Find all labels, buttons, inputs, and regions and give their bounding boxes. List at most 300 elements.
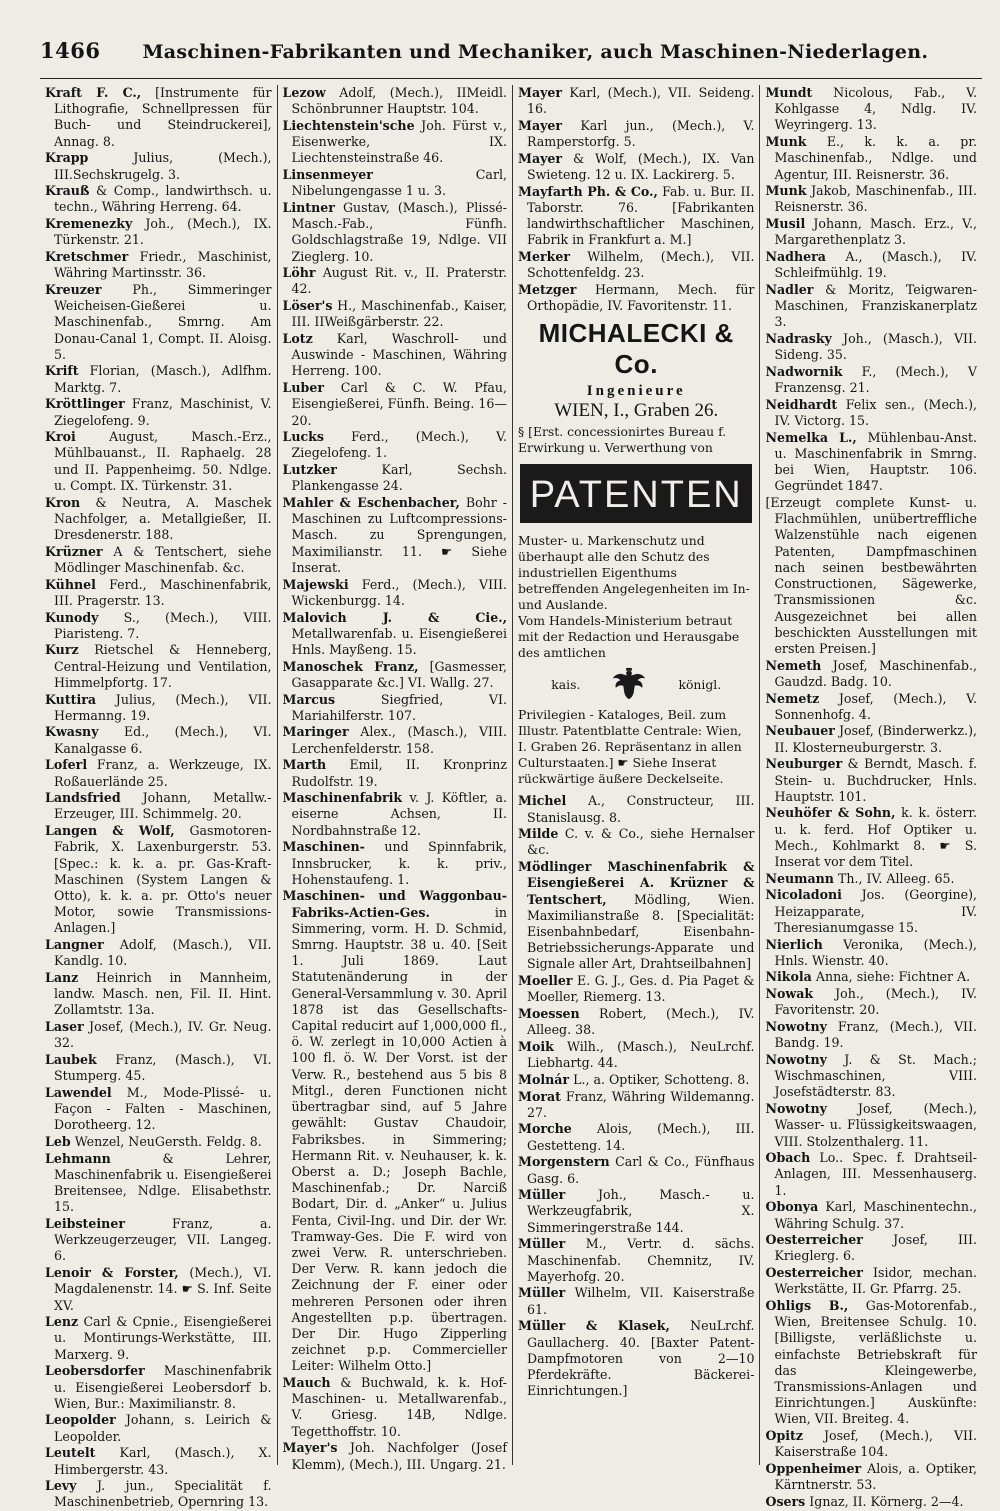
entry-name: Moik (518, 1038, 554, 1054)
entry-name: Nowotny (765, 1019, 827, 1035)
entry-details: Carl & C. W. Pfau, Eisengießerei, Fünfh. Being. 16—20. (291, 380, 507, 428)
directory-entry (518, 1318, 754, 1399)
entry-details: Wenzel, NeuGersth. Feldg. 8. (74, 1134, 262, 1149)
entry-details: [Instrumente für Lithografie, Schnellpressen für Buch- und Steindruckerei], Annag. 8. (54, 85, 272, 149)
directory-entry (765, 134, 977, 183)
entry-name: Kröttlinger (45, 396, 125, 412)
entry-details: Alois, a. Optiker, Kärntnerstr. 53. (774, 1461, 977, 1493)
directory-entry (765, 1298, 977, 1428)
directory-entry (45, 1445, 272, 1477)
directory-entry (518, 151, 754, 183)
directory-entry (45, 790, 272, 822)
entry-name: Nemeth (765, 657, 822, 673)
directory-entry (765, 430, 977, 495)
entry-details: Karl jun., (Mech.), V. Ramperstorfg. 5. (527, 117, 755, 150)
entry-details: & Moritz, Teigwaren-Maschinen, Franziskanerplatz 3. (774, 281, 977, 330)
ad-eagle-row (518, 667, 754, 701)
entry-details: & Neutra, A. Maschek Nachfolger, a. Metallgießer, II. Dresdenerstr. 188. (54, 494, 272, 542)
directory-entry (45, 1478, 272, 1510)
directory-entry (765, 658, 977, 690)
entry-name: Ohligs B., (765, 1298, 849, 1314)
entry-name: Löser's (282, 298, 333, 314)
entry-details: L., a. Optiker, Schotteng. 8. (573, 1071, 750, 1087)
directory-entry (45, 757, 272, 789)
entry-name: Mayer (518, 117, 563, 133)
directory-entry (765, 986, 977, 1018)
entry-name: Leobersdorfer (45, 1363, 145, 1379)
entry-details: Jos. (Georgine), Heizapparate, IV. Theresianumgasse 15. (774, 887, 977, 935)
entry-name: Leb (45, 1134, 71, 1149)
directory-entry (765, 756, 977, 805)
directory-entry (283, 495, 508, 576)
entry-name: Nowotny (765, 1051, 827, 1067)
directory-entry (765, 937, 977, 969)
entry-details: & Berndt, Masch. f. Stein- u. Buchdrucker, Hnls. Hauptstr. 101. (774, 756, 977, 804)
entry-name: Müller (518, 1236, 566, 1252)
entry-name: Nikola (765, 969, 812, 985)
entry-details: Ignaz, II. Körnerg. 2—4. (809, 1493, 964, 1509)
directory-entry (518, 1039, 754, 1071)
entry-details: Felix sen., (Mech.), IV. Victorg. 15. (774, 396, 977, 429)
entry-name: Mauch (282, 1375, 331, 1391)
directory-entry (45, 363, 272, 395)
entry-details: Karl, Maschinentechn., Währing Schulg. 37. (774, 1199, 977, 1231)
entry-name: Langner (45, 937, 104, 953)
directory-entry (518, 184, 754, 249)
entry-details: Joh., (Masch.), VII. Sideng. 35. (774, 331, 977, 363)
entry-name: Morche (518, 1121, 572, 1137)
entry-name: Nadhera (765, 249, 826, 265)
entry-name: Kühnel (45, 576, 96, 592)
directory-entry (765, 495, 977, 657)
ad-kais-label: kais. (551, 676, 581, 692)
entry-name: Morat (518, 1088, 561, 1104)
entry-name: Manoschek Franz, (282, 658, 419, 674)
directory-entry (283, 610, 508, 659)
entry-name: Lintner (282, 199, 335, 215)
entry-name: Nemetz (765, 690, 820, 706)
entry-name: Kretschmer (45, 249, 129, 265)
entry-details: A., Constructeur, III. Stanislausg. 8. (527, 793, 755, 825)
entry-details: Lo.. Spec. f. Drahtseil-Anlagen, III. Messenhauserg. 1. (774, 1150, 977, 1198)
directory-entry (765, 871, 977, 887)
entry-details: Emil, II. Kronprinz Rudolfstr. 19. (291, 757, 507, 789)
entry-details: Maschinenfabrik u. Eisengießerei Leobersdorf b. Wien, Bur.: Maximilianstr. 8. (54, 1363, 272, 1411)
entry-details: Julius, (Mech.), III.Sechskrugelg. 3. (54, 150, 272, 182)
directory-entry (518, 973, 754, 1005)
directory-entry (45, 1314, 272, 1363)
directory-entry (45, 1412, 272, 1444)
directory-entry (283, 757, 508, 789)
entry-name: Krüzner (45, 543, 103, 559)
entry-details: Wilhelm, VII. Kaiserstraße 61. (527, 1285, 755, 1317)
entry-name: Mödlinger Maschinenfabrik & Eisengießerei A. Krüzner & Tentschert, (518, 859, 755, 907)
entry-details: und Spinnfabrik, Innsbrucker, k. k. priv., Hohenstaufeng. 1. (291, 839, 507, 887)
column-2 (278, 85, 514, 1472)
entry-details: Adolf, (Masch.), VII. Kandlg. 10. (54, 937, 272, 969)
directory-entry (283, 380, 508, 429)
entry-details: & Lehrer, Maschinenfabrik u. Eisengießerei Breitensee, Ndlge. Elisabethstr. 15. (54, 1150, 272, 1215)
entry-name: Metzger (518, 281, 577, 297)
entry-name: Maschinen- (282, 839, 365, 855)
entry-name: Oesterreicher (765, 1265, 863, 1281)
entry-name: Krapp (45, 150, 89, 166)
entry-details: Siegfried, VI. Mariahilferstr. 107. (291, 691, 507, 723)
entry-details: Isidor, mechan. Werkstätte, II. Gr. Pfarrg. 25. (774, 1265, 977, 1297)
entry-details: Joh., Masch.- u. Werkzeugfabrik, X. Simmeringerstraße 144. (527, 1187, 755, 1235)
entry-name: Lotz (282, 331, 313, 347)
entry-details: Josef, (Mech.), IV. Gr. Neug. 32. (54, 1019, 272, 1051)
entry-details: Franz, Währing Wildemanng. 27. (527, 1088, 755, 1120)
entry-details: Carl, Nibelungengasse 1 u. 3. (291, 167, 507, 199)
entry-name: Maschinen- und Waggonbau-Fabriks-Actien-Ges. (282, 888, 507, 920)
entry-name: Lezow (282, 85, 326, 100)
entry-details: Karl, Waschroll- und Auswinde - Maschinen, Währing Herreng. 100. (291, 331, 507, 379)
directory-entry (765, 691, 977, 723)
directory-entry (45, 1052, 272, 1084)
directory-entry (765, 282, 977, 331)
directory-entry (518, 793, 754, 825)
entry-name: Lutzker (282, 462, 337, 478)
entry-name: Oppenheimer (765, 1461, 862, 1477)
column-3-top (518, 85, 754, 314)
entry-name: Obonya (765, 1199, 819, 1215)
entry-details: Gas-Motorenfab., Wien, Breitensee Schulg. 10. [Billigste, verläßlichste u. einfachste Betriebskraft für das Kleingewerbe, Transmissions-Anlagen und Einrichtungen.] Auskünfte: Wien, VII. Breiteg. 4. (774, 1298, 977, 1427)
directory-entry (765, 249, 977, 281)
entry-name: Nowak (765, 986, 814, 1002)
directory-entry (765, 1265, 977, 1297)
entry-name: Osers (765, 1493, 806, 1509)
directory-entry (45, 495, 272, 544)
directory-entry (283, 888, 508, 1374)
directory-entry (765, 1428, 977, 1460)
entry-name: Mayer (518, 150, 563, 166)
entry-details: Joh., (Mech.), IX. Türkenstr. 21. (54, 216, 272, 248)
ad-paragraph-3: Privilegien - Kataloges, Beil. zum Illustr. Patentblatte Centrale: Wien, I. Graben 26. Repräsentanz in allen Culturstaaten.] ☛ Siehe Inserat rückwärtige äußere Deckelseite. (518, 707, 742, 787)
directory-entry (765, 969, 977, 985)
entry-name: Langen & Wolf, (45, 823, 175, 839)
entry-details: & Buchwald, k. k. Hof-Maschinen- u. Metallwarenfab., V. Griesg. 14B, Ndlge. Tegetthoffstr. 10. (291, 1375, 507, 1439)
directory-entry (45, 85, 272, 150)
directory-entry (518, 826, 754, 858)
directory-entry (283, 839, 508, 888)
entry-details: Th., IV. Alleeg. 65. (837, 870, 955, 886)
entry-details: Josef, (Mech.), Wasser- u. Flüssigkeitswaagen, VIII. Stolzenthalerg. 11. (774, 1101, 977, 1149)
entry-details: Mühlenbau-Anst. u. Maschinenfabrik in Smrng. bei Wien, Hauptstr. 106. Gegründet 1847. (774, 429, 977, 494)
entry-details: C. v. & Co., siehe Hernalser &c. (527, 826, 755, 858)
entry-details: Alois, (Mech.), III. Gestetteng. 14. (527, 1121, 755, 1153)
entry-name: Landsfried (45, 790, 121, 806)
entry-details: M., Mode-Plissé- u. Façon - Falten - Maschinen, Dorotheerg. 12. (54, 1084, 272, 1133)
directory-entry (765, 364, 977, 396)
entry-details: Franz, (Mech.), VII. Bandg. 19. (774, 1019, 977, 1051)
entry-name: Kroi (45, 429, 76, 445)
entry-name: Laubek (45, 1051, 97, 1067)
directory-entry (45, 1134, 272, 1150)
ad-description: § [Erst. concessionirtes Bureau f. Erwirkung u. Verwerthung von (518, 424, 727, 456)
double-eagle-icon (610, 667, 648, 701)
entry-name: Marth (282, 757, 327, 773)
directory-entry (765, 397, 977, 429)
directory-entry (283, 790, 508, 839)
directory-entry (45, 396, 272, 428)
entry-details: Wilhelm, (Mech.), VII. Schottenfeldg. 23. (527, 249, 755, 281)
entry-name: Levy (45, 1478, 77, 1494)
entry-details: & Comp., landwirthsch. u. techn., Währing Herreng. 64. (54, 183, 272, 215)
directory-entry (518, 1089, 754, 1121)
advertisement-michalecki (518, 318, 754, 787)
entry-name: Majewski (282, 576, 349, 592)
entry-details: Franz, Maschinist, V. Ziegelofeng. 9. (54, 396, 272, 428)
entry-name: Kwasny (45, 724, 99, 740)
directory-entry (765, 216, 977, 248)
entry-details: S., (Mech.), VIII. Piaristeng. 7. (54, 609, 272, 641)
directory-entry (45, 1085, 272, 1134)
entry-name: Lucks (282, 429, 324, 445)
directory-entry (765, 1019, 977, 1051)
directory-entry (283, 659, 508, 691)
ad-paragraph-1: Muster- u. Markenschutz und überhaupt alle den Schutz des industriellen Eigenthums betreffenden Angelegenheiten im In- und Auslande. (518, 533, 750, 613)
directory-entry (765, 1052, 977, 1101)
directory-entry (518, 85, 754, 117)
entry-name: Mayer (518, 85, 563, 100)
entry-name: Leutelt (45, 1445, 96, 1461)
entry-details: H., Maschinenfab., Kaiser, III. IIWeißgärberstr. 22. (291, 298, 507, 330)
entry-details: Josef, (Mech.), VII. Kaiserstraße 104. (774, 1428, 977, 1460)
entry-details: Joh. Fürst v., Eisenwerke, IX. Liechtensteinstraße 46. (291, 117, 507, 166)
entry-details: Gasmotoren-Fabrik, X. Laxenburgerstr. 53. [Spec.: k. k. a. pr. Gas-Kraft-Maschinen (System Langen & Otto), k. k. a. pr. Otto's neuer Motor, sowie Transmissions-Anlagen.] (54, 823, 272, 936)
entry-details: Ed., (Mech.), VI. Kanalgasse 6. (54, 724, 272, 756)
directory-entry (283, 265, 508, 297)
directory-entry (45, 642, 272, 691)
directory-entry (765, 1101, 977, 1150)
entry-details: Ferd., (Mech.), VIII. Wickenburgg. 14. (291, 576, 507, 608)
entry-name: Oesterreicher (765, 1232, 863, 1248)
directory-entry (283, 118, 508, 167)
entry-name: Mundt (765, 85, 813, 100)
entry-name: Kuttira (45, 691, 97, 707)
directory-entry (283, 85, 508, 117)
entry-details: Robert, (Mech.), IV. Alleeg. 38. (527, 1005, 755, 1038)
column-4 (760, 85, 982, 1509)
entry-name: Lenoir & Forster, (45, 1265, 179, 1281)
columns (40, 85, 982, 1510)
directory-entry (283, 692, 508, 724)
entry-name: Maringer (282, 724, 349, 740)
entry-name: Nemelka L., (765, 429, 857, 445)
entry-details: A & Tentschert, siehe Mödlinger Maschinenfab. &c. (54, 543, 272, 575)
page-title: Maschinen-Fabrikanten und Mechaniker, auch Maschinen-Niederlagen. (142, 41, 929, 63)
entry-details: [Gasmesser, Gasapparate &c.] VI. Wallg. 27. (291, 658, 507, 690)
ad-banner: PATENTEN (520, 464, 752, 523)
entry-details: Jakob, Maschinenfab., III. Reisnerstr. 36. (774, 183, 977, 215)
entry-name: Moeller (518, 973, 573, 989)
entry-details: J. jun., Specialität f. Maschinenbetrieb, Opernring 13. (54, 1478, 272, 1510)
directory-entry (518, 859, 754, 972)
directory-entry (45, 249, 272, 281)
entry-details: Carl & Co., Fünfhaus Gasg. 6. (527, 1154, 755, 1186)
entry-name: Munk (765, 134, 807, 150)
directory-entry (45, 724, 272, 756)
directory-entry (45, 1216, 272, 1265)
entry-name: Opitz (765, 1428, 803, 1444)
entry-name: Laser (45, 1019, 84, 1035)
directory-entry (765, 1150, 977, 1199)
entry-name: Loferl (45, 757, 88, 773)
entry-details: F., (Mech.), V Franzensg. 21. (774, 363, 977, 396)
entry-details: Johann, s. Leirich & Leopolder. (54, 1412, 272, 1444)
entry-details: Nicolous, Fab., V. Kohlgasse 4, Ndlg. IV. Weyringerg. 13. (774, 85, 977, 133)
entry-details: Josef, (Binderwerkz.), II. Klosterneuburgerstr. 3. (774, 723, 977, 755)
directory-entry (45, 577, 272, 609)
entry-name: Morgenstern (518, 1154, 610, 1170)
entry-name: Liechtenstein'sche (282, 117, 415, 133)
entry-details: Wilh., (Masch.), NeuLrchf. Liebhartg. 44. (527, 1038, 755, 1071)
entry-details: [Erzeugt complete Kunst- u. Flachmühlen, unübertreffliche Walzenstühle nach eigenen Patenten, Dampfmaschinen nach seinen bestbewährten Constructionen, Sägewerke, Transmissionen &c. Ausgezeichnet bei allen beschickten Ausstellungen mit ersten Preisen.] (765, 495, 977, 656)
entry-details: Friedr., Maschinist, Währing Martinsstr. 36. (54, 249, 272, 281)
entry-details: Mödling, Wien. Maximilianstraße 8. [Specialität: Eisenbahnbedarf, Eisenbahn-Betriebssicherungs-Apparate und Signale aller Art, Drahtseilbahnen] (527, 891, 755, 972)
entry-details: Metallwarenfab. u. Eisengießerei Hnls. Mayßeng. 15. (291, 625, 507, 657)
directory-entry (45, 1019, 272, 1051)
entry-details: k. k. österr. u. k. ferd. Hof Optiker u. Mech., Kohlmarkt 8. ☛ S. Inserat vor dem Titel. (774, 805, 977, 870)
entry-name: Lanz (45, 969, 79, 985)
entry-details: Rietschel & Henneberg, Central-Heizung und Ventilation, Himmelpfortg. 17. (54, 642, 272, 690)
entry-details: Florian, (Masch.), Adlfhm. Marktg. 7. (54, 363, 272, 395)
entry-name: Kremenezky (45, 216, 133, 232)
entry-details: E., k. k. a. pr. Maschinenfab., Ndlge. und Agentur, III. Reisnerstr. 36. (774, 134, 977, 182)
entry-name: Merker (518, 249, 570, 265)
entry-name: Nadler (765, 281, 814, 297)
entry-name: Kron (45, 494, 81, 510)
directory-entry (765, 85, 977, 134)
ad-koenigl-label: königl. (678, 676, 722, 692)
entry-details: Karl, (Mech.), VII. Seideng. 16. (527, 85, 755, 117)
entry-name: Molnár (518, 1071, 570, 1087)
directory-entry (518, 249, 754, 281)
directory-entry (45, 970, 272, 1019)
entry-name: Luber (282, 380, 324, 396)
entry-name: Mayfarth Ph. & Co., (518, 183, 658, 199)
entry-details: NeuLrchf. Gaullacherg. 40. [Baxter Patent-Dampfmotoren von 2—10 Pferdekräfte. Bäckerei-Einrichtungen.] (527, 1318, 755, 1399)
entry-name: Neubauer (765, 723, 835, 739)
entry-details: Veronika, (Mech.), Hnls. Wienstr. 40. (774, 936, 977, 968)
entry-name: Löhr (282, 265, 316, 281)
entry-name: Michel (518, 793, 567, 809)
entry-name: Kunody (45, 609, 99, 625)
entry-details: Josef, III. Krieglerg. 6. (774, 1232, 977, 1264)
entry-name: Müller & Klasek, (518, 1318, 670, 1334)
entry-name: Milde (518, 826, 559, 842)
directory-entry (518, 1154, 754, 1186)
directory-entry (45, 544, 272, 576)
entry-details: Josef, Maschinenfab., Gaudzd. Badg. 10. (774, 657, 977, 689)
column-1 (40, 85, 278, 1510)
entry-name: Neuhöfer & Sohn, (765, 805, 896, 821)
entry-details: Ferd., (Mech.), V. Ziegelofeng. 1. (291, 429, 507, 461)
entry-name: Lehmann (45, 1150, 111, 1166)
ad-address: WIEN, I., Graben 26. (554, 400, 719, 422)
entry-details: Franz, (Masch.), VI. Stumperg. 45. (54, 1051, 272, 1084)
entry-details: Joh. Nachfolger (Josef Klemm), (Mech.), III. Ungarg. 21. (291, 1440, 507, 1472)
ad-paragraph-2: Vom Handels-Ministerium betraut mit der Redaction und Herausgabe des amtlichen (518, 613, 740, 661)
entry-name: Leibsteiner (45, 1216, 125, 1232)
directory-entry (283, 167, 508, 199)
entry-name: Maschinenfabrik (282, 790, 403, 806)
directory-entry (283, 200, 508, 265)
directory-entry (518, 118, 754, 150)
directory-entry (518, 1072, 754, 1088)
directory-entry (283, 1375, 508, 1440)
entry-name: Nicoladoni (765, 887, 842, 903)
entry-name: Lawendel (45, 1084, 112, 1100)
entry-name: Mahler & Eschenbacher, (282, 495, 460, 511)
directory-entry (45, 937, 272, 969)
directory-entry (45, 282, 272, 363)
directory-entry (765, 1232, 977, 1264)
entry-details: Adolf, (Mech.), IIMeidl. Schönbrunner Hauptstr. 104. (291, 85, 507, 117)
directory-entry (45, 1363, 272, 1412)
directory-entry (765, 1199, 977, 1231)
directory-entry (518, 1187, 754, 1236)
entry-name: Neuburger (765, 756, 843, 772)
entry-name: Kraft F. C., (45, 85, 142, 100)
directory-entry (765, 1494, 977, 1510)
directory-entry (45, 610, 272, 642)
entry-details: Heinrich in Mannheim, landw. Masch. nen, Fil. II. Hint. Zollamtstr. 13a. (54, 969, 272, 1018)
directory-entry (45, 692, 272, 724)
directory-entry (45, 183, 272, 215)
directory-entry (283, 577, 508, 609)
entry-name: Nowotny (765, 1101, 827, 1117)
directory-entry (45, 1265, 272, 1314)
entry-name: Marcus (282, 691, 336, 707)
directory-entry (45, 429, 272, 494)
entry-details: August Rit. v., II. Praterstr. 42. (291, 265, 507, 297)
entry-details: M., Vertr. d. sächs. Maschinenfab. Chemnitz, IV. Mayerhofg. 20. (527, 1236, 755, 1284)
entry-details: in Simmering, vorm. H. D. Schmid, Smrng. Hauptstr. 38 u. 40. [Seit 1. Juli 1869. Laut Statutenänderung in der General-Versammlung v. 30. April 1878 ist das Gesellschafts-Capital reducirt auf 1,000,000 fl., ö. W. zerlegt in 10,000 Actien à 100 fl. ö. W. Der Vorst. ist der Verw. R., bestehend aus 5 bis 8 Mitgl., deren Functionen nicht übertragbar sind, auf 5 Jahre gewählt: Gustav Chaudoir, Fabriksbes. in Simmering; Hermann Rit. v. Neuhauser, k. k. Oberst a. D.; Joseph Bachle, Maschinenfab.; Dr. Narciß Bodart, Dir. d. „Anker“ u. Julius Fenta, Civil-Ing. und Dir. der Wr. Tramway-Ges. Die F. wird von zwei Verw. R. unterschrieben. Der Verw. R. kann jedoch die Zeichnung der F. einer oder mehreren Personen oder ihren Angestellten p.p. übertragen. Der Dir. Hugo Zipperling zeichnet p.p. Commercieller Leiter: Wilhelm Otto.] (291, 904, 507, 1374)
entry-details: E. G. J., Ges. d. Pia Paget & Moeller, Riemerg. 13. (527, 973, 755, 1005)
entry-details: Ferd., Maschinenfabrik, III. Pragerstr. 13. (54, 576, 272, 608)
directory-entry (765, 183, 977, 215)
entry-name: Malovich J. & Cie., (282, 609, 507, 625)
entry-details: A., (Masch.), IV. Schleifmühlg. 19. (774, 249, 977, 281)
entry-details: Johann, Masch. Erz., V., Margarethenplatz 3. (774, 216, 977, 248)
directory-entry (765, 723, 977, 755)
entry-name: Musil (765, 216, 806, 232)
entry-name: Neidhardt (765, 396, 838, 412)
entry-name: Müller (518, 1187, 566, 1203)
directory-entry (283, 429, 508, 461)
entry-name: Nadrasky (765, 331, 832, 347)
directory-entry (283, 331, 508, 380)
entry-details: Alex., (Masch.), VIII. Lerchenfelderstr. 158. (291, 724, 507, 756)
page-header (40, 38, 982, 79)
directory-entry (45, 150, 272, 182)
entry-details: Karl, Sechsh. Plankengasse 24. (291, 462, 507, 494)
entry-name: Krauß (45, 183, 90, 199)
page-number: 1466 (40, 38, 101, 63)
directory-entry (765, 805, 977, 870)
directory-entry (765, 887, 977, 936)
entry-name: Mayer's (282, 1440, 338, 1456)
entry-name: Obach (765, 1150, 811, 1166)
entry-details: Johann, Metallw.-Erzeuger, III. Schimmelg. 20. (54, 790, 272, 822)
entry-details: Hermann, Mech. für Orthopädie, IV. Favoritenstr. 11. (527, 281, 755, 314)
entry-details: Franz, a. Werkzeugerzeuger, VII. Langeg. 6. (54, 1216, 272, 1264)
entry-details: Anna, siehe: Fichtner A. (815, 969, 971, 985)
entry-details: August, Masch.-Erz., Mühlbauanst., II. Raphaelg. 28 und II. Pappenheimg. 50. Ndlge. u. Compt. IX. Türkenstr. 31. (54, 429, 272, 493)
directory-entry (518, 282, 754, 314)
